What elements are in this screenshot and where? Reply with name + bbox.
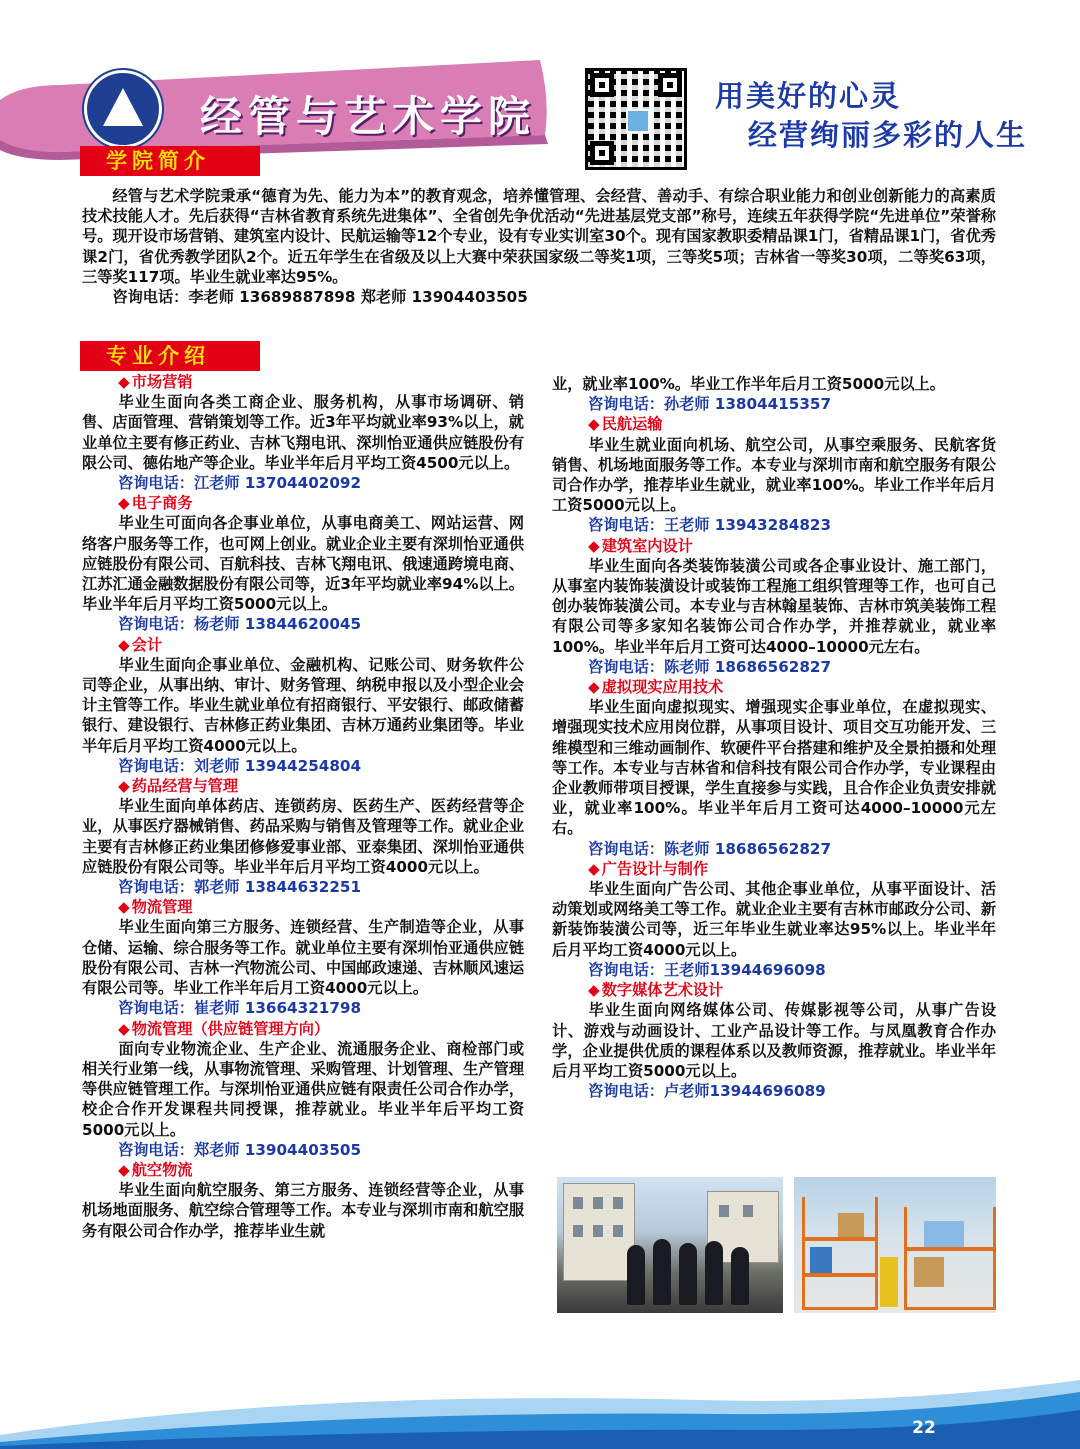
intro-contact: 咨询电话：李老师 13689887898 郑老师 13904403505 bbox=[112, 288, 528, 307]
major-contact: 咨询电话：王老师13944696098 bbox=[588, 960, 826, 979]
majors-left-column bbox=[82, 372, 524, 1241]
major-item bbox=[82, 635, 524, 776]
intro-paragraph: 经管与艺术学院秉承“德育为先、能力为本”的教育观念，培养懂管理、会经营、善动手、有综合职业能力和创业创新能力的高素质技术技能人才。先后获得“吉林省教育系统先进集体”、全省创先争优活动“先进基层党支部”称号，连续五年获得学院“先进单位”荣誉称号。现开设市场营销、建筑室内设计、民航运输等12个专业，设有专业实训室30个。现有国家教职委精品课1门，省精品课1门，省优秀课2门，省优秀教学团队2个。近五年学生在省级及以上大赛中荣获国家级二等奖1项，三等奖5项；吉林省一等奖30项，二等奖63项，三等奖117项。毕业生就业率达95%。 bbox=[82, 187, 996, 286]
majors-right-column bbox=[552, 374, 996, 1101]
major-name: ◆ 电子商务 bbox=[82, 493, 524, 513]
major-item bbox=[552, 414, 996, 535]
major-description-continued: 业，就业率100%。毕业工作半年后月工资5000元以上。 bbox=[552, 375, 945, 393]
section-heading-majors: 专业介绍 bbox=[80, 341, 260, 371]
major-name: ◆ 物流管理 bbox=[82, 897, 524, 917]
major-description: 面向专业物流企业、生产企业、流通服务企业、商检部门或相关行业第一线，从事物流管理、采购管理、计划管理、生产管理等供应链管理工作。与深圳怡亚通供应链有限责任公司合作办学，校企合作开发课程共同授课，推荐就业。毕业半年后平均工资5000元以上。 bbox=[82, 1039, 524, 1139]
major-contact: 咨询电话：王老师 13943284823 bbox=[588, 516, 832, 535]
intro-block bbox=[82, 186, 996, 307]
major-name: ◆ 航空物流 bbox=[82, 1160, 524, 1180]
photo-students-walking bbox=[557, 1177, 783, 1313]
major-description: 毕业生面向网络媒体公司、传媒影视等公司，从事广告设计、游戏与动画设计、工业产品设计等工作。与凤凰教育合作办学，企业提供优质的课程体系以及教师资源，推荐就业。毕业半年后月平均工资5000元以上。 bbox=[552, 1001, 996, 1080]
major-item bbox=[552, 536, 996, 677]
major-description: 毕业生面向第三方服务、连锁经营、生产制造等企业，从事仓储、运输、综合服务等工作。就业单位主要有深圳怡亚通供应链股份有限公司、吉林一汽物流公司、中国邮政速递、吉林顺风速运有限公司等。毕业工作半年后月工资4000元以上。 bbox=[82, 918, 524, 998]
major-item bbox=[82, 1160, 524, 1241]
photo-warehouse bbox=[794, 1177, 996, 1313]
major-item bbox=[552, 980, 996, 1101]
section-heading-intro: 学院简介 bbox=[80, 146, 260, 176]
major-description: 毕业生就业面向机场、航空公司，从事空乘服务、民航客货销售、机场地面服务等工作。本专业与深圳市南和航空服务有限公司合作办学，推荐毕业生就业，就业率100%。毕业工作半年后月工资5000元以上。 bbox=[552, 435, 996, 515]
major-name: ◆ 民航运输 bbox=[552, 414, 996, 434]
major-item bbox=[82, 493, 524, 634]
major-item bbox=[82, 897, 524, 1018]
major-contact: 咨询电话：江老师 13704402092 bbox=[118, 474, 362, 493]
major-contact: 咨询电话：杨老师 13844620045 bbox=[118, 615, 362, 634]
major-contact: 咨询电话：卢老师13944696089 bbox=[588, 1082, 826, 1101]
major-description: 毕业生可面向各企事业单位，从事电商美工、网站运营、网络客户服务等工作，也可网上创业。就业企业主要有深圳怡亚通供应链股份有限公司、百航科技、吉林飞翔电讯、俄速通跨境电商、江苏汇通金融数据股份有限公司等，近3年平均就业率94%以上。毕业半年后月平均工资5000元以上。 bbox=[82, 514, 524, 614]
major-contact: 咨询电话：郑老师 13904403505 bbox=[118, 1140, 362, 1159]
major-description: 毕业生面向企事业单位、金融机构、记账公司、财务软件公司等企业，从事出纳、审计、财务管理、纳税申报以及小型企业会计主管等工作。毕业生就业单位有招商银行、平安银行、邮政储蓄银行、建设银行、吉林修正药业集团、吉林万通药业集团等。毕业半年后月平均工资4000元以上。 bbox=[82, 655, 524, 755]
major-description: 毕业生面向各类装饰装潢公司或各企事业设计、施工部门，从事室内装饰装潢设计或装饰工程施工组织管理等工作，也可自己创办装饰装潢公司。本专业与吉林翰星装饰、吉林市筑美装饰工程有限公司等多家知名装饰公司合作办学，并推荐就业，就业率100%。毕业半年后月工资可达4000–10000元左右。 bbox=[552, 556, 996, 656]
major-contact: 咨询电话：崔老师 13664321798 bbox=[118, 999, 362, 1018]
major-contact: 咨询电话：孙老师 13804415357 bbox=[588, 395, 832, 414]
major-description: 毕业生面向广告公司、其他企事业单位，从事平面设计、活动策划或网络美工等工作。就业企业主要有吉林市邮政分公司、新新装饰装潢公司等，近三年毕业生就业率达95%以上。毕业半年后月平均工资4000元以上。 bbox=[552, 880, 996, 959]
major-contact: 咨询电话：陈老师 18686562827 bbox=[588, 657, 832, 676]
qr-code bbox=[585, 68, 687, 170]
college-logo bbox=[84, 70, 162, 148]
major-name: ◆ 广告设计与制作 bbox=[552, 859, 996, 879]
major-item bbox=[82, 372, 524, 493]
slogan-line-1: 用美好的心灵 bbox=[715, 79, 902, 113]
major-name: ◆ 药品经营与管理 bbox=[82, 776, 524, 796]
major-contact: 咨询电话：郭老师 13844632251 bbox=[118, 878, 362, 897]
footer-wave bbox=[0, 1380, 1080, 1449]
major-item bbox=[552, 859, 996, 980]
college-title: 经管与艺术学院 bbox=[200, 92, 537, 141]
major-contact: 咨询电话：陈老师 18686562827 bbox=[588, 839, 832, 858]
page-number: 22 bbox=[912, 1418, 936, 1438]
major-item bbox=[82, 776, 524, 897]
major-name: ◆ 建筑室内设计 bbox=[552, 536, 996, 556]
major-contact: 咨询电话：刘老师 13944254804 bbox=[118, 756, 362, 775]
major-name: ◆ 物流管理（供应链管理方向） bbox=[82, 1019, 524, 1039]
major-description: 毕业生面向单体药店、连锁药房、医药生产、医药经营等企业，从事医疗器械销售、药品采购与销售及管理等工作。就业企业主要有吉林修正药业集团修修爱事业部、亚泰集团、深圳怡亚通供应链股份有限公司等。毕业半年后月平均工资4000元以上。 bbox=[82, 797, 524, 876]
major-name: ◆ 数字媒体艺术设计 bbox=[552, 980, 996, 1000]
major-description: 毕业生面向航空服务、第三方服务、连锁经营等企业，从事机场地面服务、航空综合管理等工作。本专业与深圳市南和航空服务有限公司合作办学，推荐毕业生就 bbox=[82, 1181, 524, 1240]
major-description: 毕业生面向虚拟现实、增强现实企事业单位，在虚拟现实、增强现实技术应用岗位群，从事项目设计、项目交互功能开发、三维模型和三维动画制作、软硬件平台搭建和维护及全景拍摄和处理等工作。本专业与吉林省和信科技有限公司合作办学，专业课程由企业教师带项目授课，学生直接参与实践，且合作企业负责安排就业，就业率100%。毕业半年后月工资可达4000–10000元左右。 bbox=[552, 698, 996, 838]
major-item bbox=[552, 677, 996, 859]
major-item bbox=[82, 1019, 524, 1160]
major-description: 毕业生面向各类工商企业、服务机构，从事市场调研、销售、店面管理、营销策划等工作。近3年平均就业率93%以上，就业单位主要有修正药业、吉林飞翔电讯、深圳怡亚通供应链股份有限公司、德佑地产等企业。毕业半年后月平均工资4500元以上。 bbox=[82, 393, 524, 472]
major-name: ◆ 会计 bbox=[82, 635, 524, 655]
slogan-line-2: 经营绚丽多彩的人生 bbox=[748, 118, 1028, 152]
major-name: ◆ 虚拟现实应用技术 bbox=[552, 677, 996, 697]
major-name: ◆ 市场营销 bbox=[82, 372, 524, 392]
